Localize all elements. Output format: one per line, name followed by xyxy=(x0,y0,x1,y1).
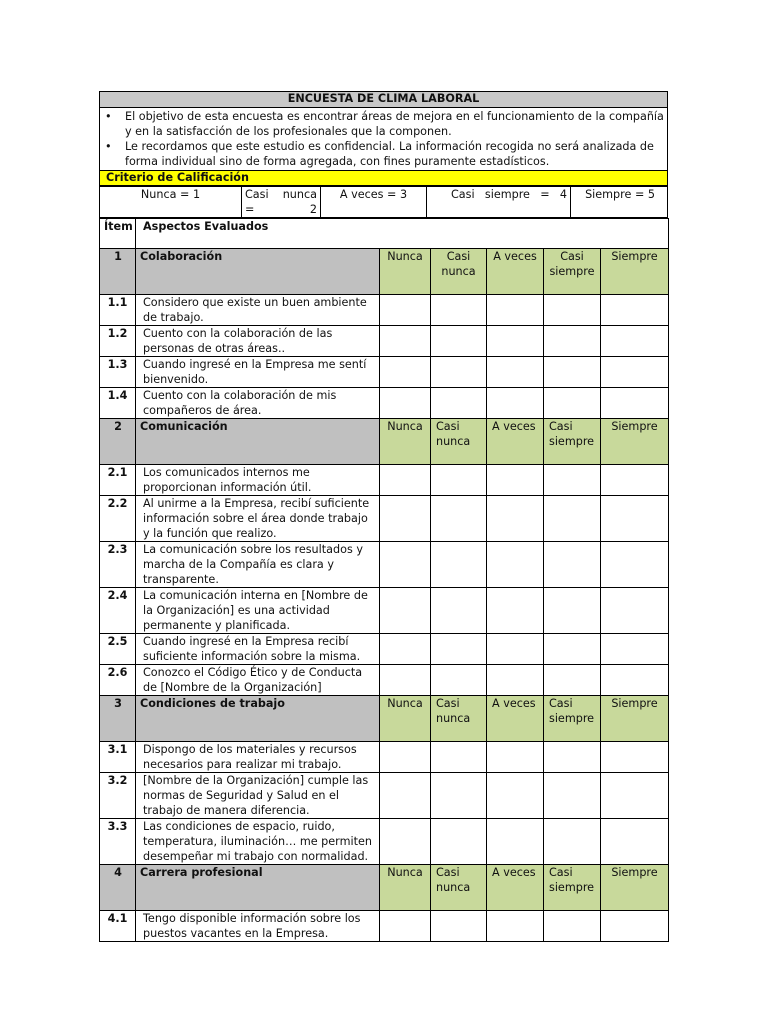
question-text: La comunicación interna en [Nombre de la Organización] es una actividad permanente y planificada. xyxy=(136,588,380,634)
answer-cell[interactable] xyxy=(544,465,601,496)
answer-cell[interactable] xyxy=(380,588,431,634)
answer-cell[interactable] xyxy=(431,819,487,865)
question-number: 1.3 xyxy=(100,357,136,388)
question-text: La comunicación sobre los resultados y marcha de la Compañía es clara y transparente. xyxy=(136,542,380,588)
question-number: 2.3 xyxy=(100,542,136,588)
answer-cell[interactable] xyxy=(380,357,431,388)
question-number: 3.1 xyxy=(100,742,136,773)
rating-option-header: Casi nunca xyxy=(431,865,487,911)
answer-cell[interactable] xyxy=(601,665,669,696)
question-text: Conozco el Código Ético y de Conducta de [Nombre de la Organización] xyxy=(136,665,380,696)
answer-cell[interactable] xyxy=(487,357,544,388)
answer-cell[interactable] xyxy=(431,742,487,773)
question-row xyxy=(100,295,669,326)
question-number: 2.2 xyxy=(100,496,136,542)
survey-table xyxy=(99,218,669,942)
rating-option-header: Casi nunca xyxy=(431,696,487,742)
item-column-header: Ítem xyxy=(100,219,136,249)
aspects-column-header: Aspectos Evaluados xyxy=(136,219,669,249)
question-text: Cuando ingresé en la Empresa me sentí bienvenido. xyxy=(136,357,380,388)
answer-cell[interactable] xyxy=(431,465,487,496)
answer-cell[interactable] xyxy=(380,773,431,819)
answer-cell[interactable] xyxy=(487,819,544,865)
answer-cell[interactable] xyxy=(380,326,431,357)
question-row xyxy=(100,588,669,634)
answer-cell[interactable] xyxy=(431,588,487,634)
answer-cell[interactable] xyxy=(544,326,601,357)
question-text: Los comunicados internos me proporcionan información útil. xyxy=(136,465,380,496)
answer-cell[interactable] xyxy=(544,665,601,696)
rating-option-header: Casi nunca xyxy=(431,419,487,465)
rating-option-header: Casi siempre xyxy=(544,696,601,742)
answer-cell[interactable] xyxy=(487,773,544,819)
answer-cell[interactable] xyxy=(431,388,487,419)
answer-cell[interactable] xyxy=(487,588,544,634)
answer-cell[interactable] xyxy=(380,388,431,419)
rating-option-header: Siempre xyxy=(601,249,669,295)
answer-cell[interactable] xyxy=(601,295,669,326)
scale-casi-siempre: Casi siempre = 4 xyxy=(451,188,567,201)
answer-cell[interactable] xyxy=(487,465,544,496)
survey-sheet xyxy=(99,91,668,942)
rating-option-header: Casi siempre xyxy=(544,249,601,295)
intro-bullet xyxy=(100,109,667,139)
section-number: 4 xyxy=(100,865,136,911)
answer-cell[interactable] xyxy=(431,634,487,665)
rating-option-header: Siempre xyxy=(601,419,669,465)
answer-cell[interactable] xyxy=(601,357,669,388)
rating-option-header: Siempre xyxy=(601,696,669,742)
answer-cell[interactable] xyxy=(601,773,669,819)
intro-text-objective: El objetivo de esta encuesta es encontrar áreas de mejora en el funcionamiento de la compañía y en la satisfacción de los profesionales que la componen. xyxy=(125,110,664,138)
rating-option-header: Nunca xyxy=(380,865,431,911)
answer-cell[interactable] xyxy=(431,295,487,326)
question-number: 2.6 xyxy=(100,665,136,696)
section-row xyxy=(100,696,669,742)
answer-cell[interactable] xyxy=(431,665,487,696)
answer-cell[interactable] xyxy=(380,819,431,865)
answer-cell[interactable] xyxy=(380,465,431,496)
answer-cell[interactable] xyxy=(487,542,544,588)
question-row xyxy=(100,773,669,819)
rating-option-header: A veces xyxy=(487,249,544,295)
answer-cell[interactable] xyxy=(601,911,669,942)
question-text: Al unirme a la Empresa, recibí suficiente información sobre el área donde trabajo y la función que realizo. xyxy=(136,496,380,542)
intro-text-confidential: Le recordamos que este estudio es confidencial. La información recogida no será analizada de forma individual sino de forma agregada, con fines puramente estadísticos. xyxy=(125,140,654,168)
question-number: 2.1 xyxy=(100,465,136,496)
rating-option-header: Siempre xyxy=(601,865,669,911)
question-text: Dispongo de los materiales y recursos necesarios para realizar mi trabajo. xyxy=(136,742,380,773)
section-number: 1 xyxy=(100,249,136,295)
question-text: Cuento con la colaboración de mis compañeros de área. xyxy=(136,388,380,419)
answer-cell[interactable] xyxy=(601,742,669,773)
question-row xyxy=(100,819,669,865)
question-text: Cuando ingresé en la Empresa recibí suficiente información sobre la misma. xyxy=(136,634,380,665)
answer-cell[interactable] xyxy=(601,588,669,634)
section-row xyxy=(100,249,669,295)
answer-cell[interactable] xyxy=(380,742,431,773)
answer-cell[interactable] xyxy=(544,295,601,326)
intro-bullet xyxy=(100,139,667,169)
answer-cell[interactable] xyxy=(601,634,669,665)
answer-cell[interactable] xyxy=(431,357,487,388)
question-row xyxy=(100,665,669,696)
question-row xyxy=(100,742,669,773)
answer-cell[interactable] xyxy=(487,911,544,942)
answer-cell[interactable] xyxy=(487,665,544,696)
answer-cell[interactable] xyxy=(487,742,544,773)
question-row xyxy=(100,465,669,496)
answer-cell[interactable] xyxy=(544,388,601,419)
section-title: Carrera profesional xyxy=(136,865,380,911)
answer-cell[interactable] xyxy=(431,496,487,542)
scale-casi-nunca: Casi nunca = 2 xyxy=(245,188,317,216)
criterio-heading: Criterio de Calificación xyxy=(99,170,668,186)
question-number: 2.5 xyxy=(100,634,136,665)
question-row xyxy=(100,326,669,357)
rating-option-header: A veces xyxy=(487,696,544,742)
answer-cell[interactable] xyxy=(544,496,601,542)
question-text: Tengo disponible información sobre los puestos vacantes en la Empresa. xyxy=(136,911,380,942)
answer-cell[interactable] xyxy=(380,542,431,588)
rating-option-header: Nunca xyxy=(380,696,431,742)
answer-cell[interactable] xyxy=(544,357,601,388)
answer-cell[interactable] xyxy=(431,911,487,942)
scale-a-veces: A veces = 3 xyxy=(339,188,408,201)
question-text: Las condiciones de espacio, ruido, temperatura, iluminación… me permiten desempeñar mi trabajo con normalidad. xyxy=(136,819,380,865)
answer-cell[interactable] xyxy=(544,773,601,819)
section-number: 3 xyxy=(100,696,136,742)
answer-cell[interactable] xyxy=(487,388,544,419)
answer-cell[interactable] xyxy=(601,819,669,865)
rating-option-header: Nunca xyxy=(380,419,431,465)
rating-option-header: Nunca xyxy=(380,249,431,295)
answer-cell[interactable] xyxy=(487,295,544,326)
scale-siempre: Siempre = 5 xyxy=(585,188,655,201)
question-number: 2.4 xyxy=(100,588,136,634)
answer-cell[interactable] xyxy=(487,634,544,665)
question-row xyxy=(100,496,669,542)
answer-cell[interactable] xyxy=(487,496,544,542)
answer-cell[interactable] xyxy=(601,465,669,496)
question-row xyxy=(100,388,669,419)
rating-option-header: Casi siempre xyxy=(544,865,601,911)
question-number: 3.3 xyxy=(100,819,136,865)
survey-title: ENCUESTA DE CLIMA LABORAL xyxy=(99,91,668,108)
question-row xyxy=(100,634,669,665)
bullet-dot-icon: • xyxy=(105,110,112,123)
question-text: Cuento con la colaboración de las personas de otras áreas.. xyxy=(136,326,380,357)
answer-cell[interactable] xyxy=(431,542,487,588)
answer-cell[interactable] xyxy=(544,911,601,942)
question-number: 1.1 xyxy=(100,295,136,326)
table-header-row xyxy=(100,219,669,249)
question-text: [Nombre de la Organización] cumple las normas de Seguridad y Salud en el trabajo de manera diferencia. xyxy=(136,773,380,819)
question-text: Considero que existe un buen ambiente de trabajo. xyxy=(136,295,380,326)
rating-option-header: Casi siempre xyxy=(544,419,601,465)
answer-cell[interactable] xyxy=(431,326,487,357)
question-number: 1.2 xyxy=(100,326,136,357)
question-number: 1.4 xyxy=(100,388,136,419)
rating-option-header: A veces xyxy=(487,419,544,465)
rating-scale-table xyxy=(99,186,668,218)
question-row xyxy=(100,357,669,388)
answer-cell[interactable] xyxy=(431,773,487,819)
answer-cell[interactable] xyxy=(544,542,601,588)
answer-cell[interactable] xyxy=(544,588,601,634)
rating-option-header: Casi nunca xyxy=(431,249,487,295)
section-title: Condiciones de trabajo xyxy=(136,696,380,742)
answer-cell[interactable] xyxy=(601,388,669,419)
section-title: Colaboración xyxy=(136,249,380,295)
answer-cell[interactable] xyxy=(380,634,431,665)
answer-cell[interactable] xyxy=(380,496,431,542)
section-number: 2 xyxy=(100,419,136,465)
bullet-dot-icon: • xyxy=(105,140,112,153)
section-row xyxy=(100,865,669,911)
section-title: Comunicación xyxy=(136,419,380,465)
rating-option-header: A veces xyxy=(487,865,544,911)
question-number: 3.2 xyxy=(100,773,136,819)
answer-cell[interactable] xyxy=(601,542,669,588)
answer-cell[interactable] xyxy=(544,634,601,665)
question-row xyxy=(100,542,669,588)
intro-block xyxy=(99,108,668,170)
answer-cell[interactable] xyxy=(601,326,669,357)
answer-cell[interactable] xyxy=(380,665,431,696)
answer-cell[interactable] xyxy=(380,295,431,326)
answer-cell[interactable] xyxy=(544,819,601,865)
question-row xyxy=(100,911,669,942)
section-row xyxy=(100,419,669,465)
answer-cell[interactable] xyxy=(380,911,431,942)
scale-nunca: Nunca = 1 xyxy=(140,188,201,201)
question-number: 4.1 xyxy=(100,911,136,942)
answer-cell[interactable] xyxy=(487,326,544,357)
answer-cell[interactable] xyxy=(601,496,669,542)
answer-cell[interactable] xyxy=(544,742,601,773)
